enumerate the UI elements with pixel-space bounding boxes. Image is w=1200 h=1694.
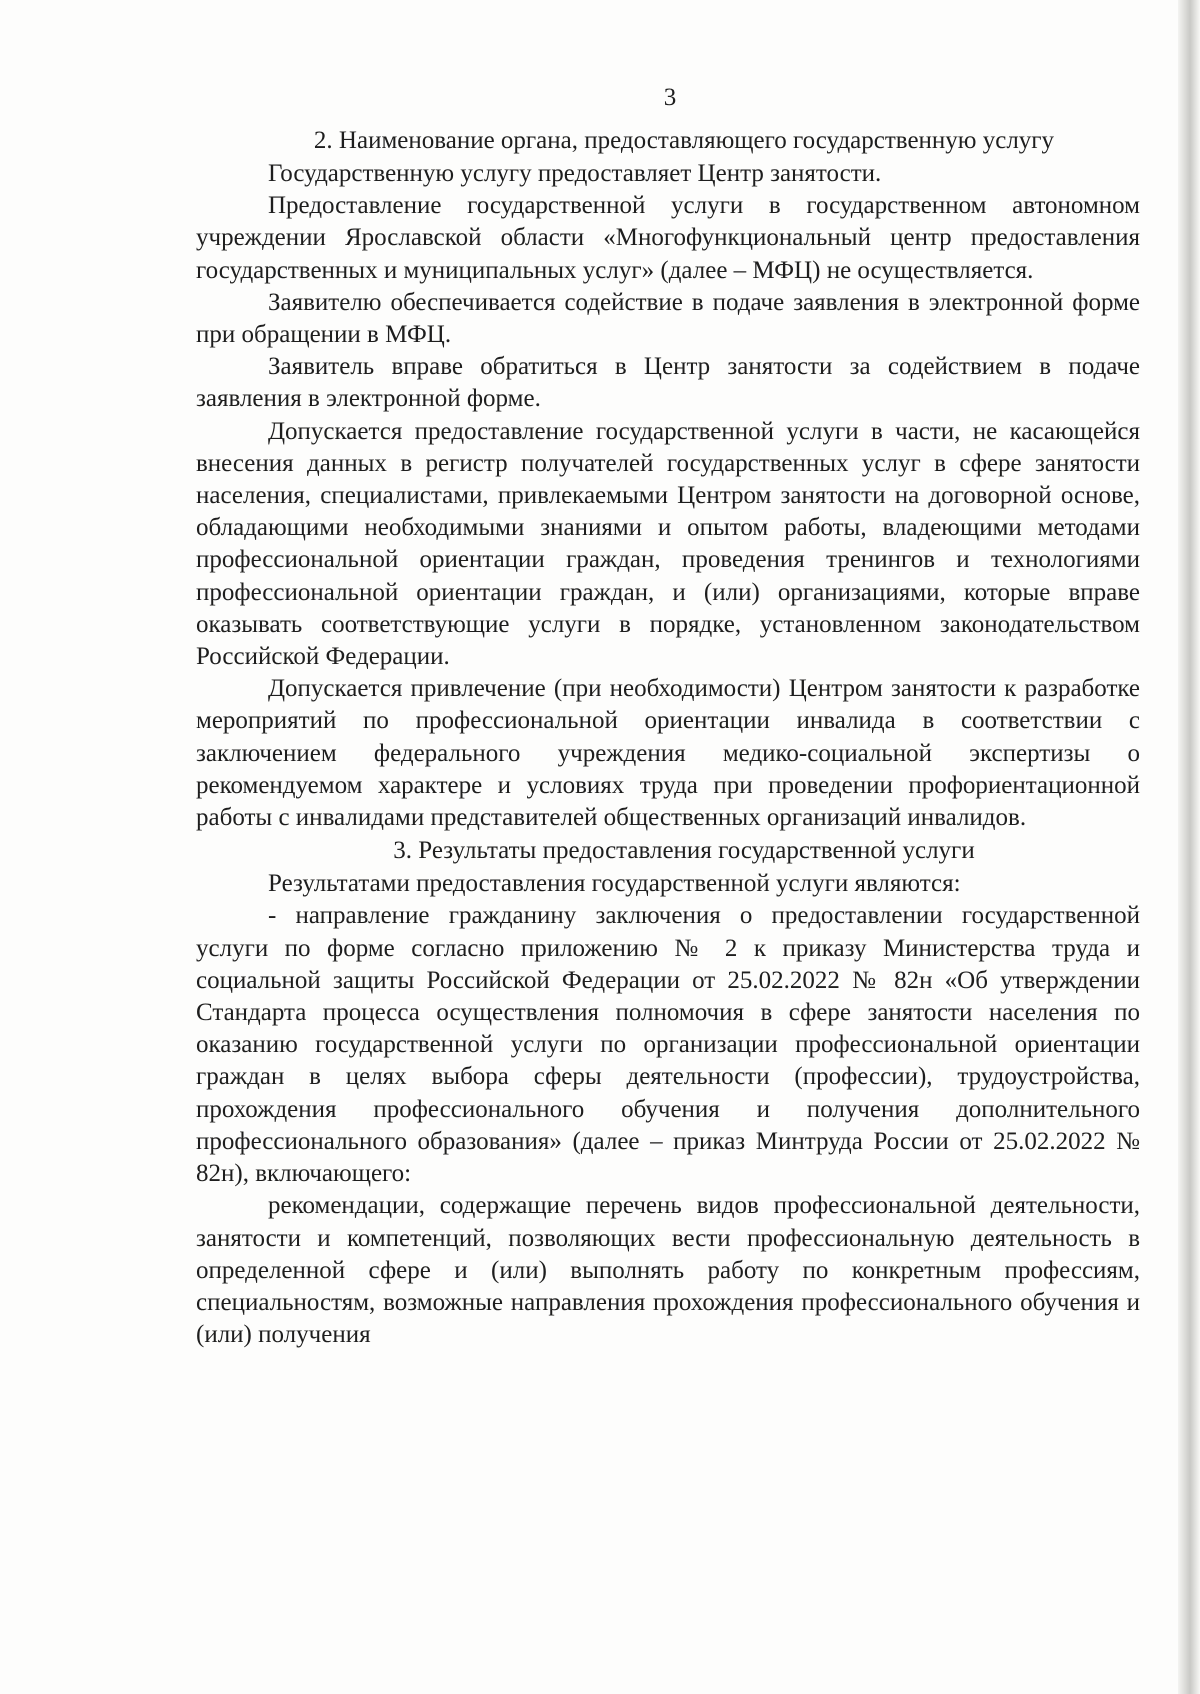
page-number: 3 (663, 84, 677, 111)
section-3-paragraph-1: Результатами предоставления государственной услуги являются: (268, 870, 961, 898)
section-2-paragraph-1: Государственную услугу предоставляет Центр занятости. (268, 160, 882, 187)
section-2-paragraph-2: Предоставление государственной услуги в государственном автономном учреждении Ярославской области «Многофункциональный центр предоставления государственных и муниципальных услуг» (далее – МФЦ) не осуществляется. (196, 192, 1140, 284)
section-2-title: 2. Наименование органа, предоставляющего государственную услугу (313, 127, 1055, 154)
scan-edge-shadow (1178, 0, 1200, 1694)
section-2-paragraph-4: Заявитель вправе обратиться в Центр занятости за содействием в подаче заявления в электронной форме. (196, 353, 1140, 413)
section-3-paragraph-3: рекомендации, содержащие перечень видов профессиональной деятельности, занятости и компетенций, позволяющих вести профессиональную деятельность в определенной сфере и (или) выполнять работу по конкретным профессиям, специальностям, возможные направления прохождения профессионального обучения и (или) получения (196, 1192, 1140, 1349)
section-3-title: 3. Результаты предоставления государственной услуги (393, 837, 975, 865)
section-2-paragraph-5: Допускается предоставление государственной услуги в части, не касающейся внесения данных в регистр получателей государственных услуг в сфере занятости населения, специалистами, привлекаемыми Центром занятости на договорной основе, обладающими необходимыми знаниями и опытом работы, владеющими методами профессиональной ориентации граждан, проведения тренингов и технологиями профессиональной ориентации граждан, и (или) организациями, которые вправе оказывать соответствующие услуги в порядке, установленном законодательством Российской Федерации. (196, 417, 1140, 671)
document-body (196, 124, 1140, 1351)
section-2-paragraph-3: Заявителю обеспечивается содействие в подаче заявления в электронной форме при обращении в МФЦ. (196, 288, 1140, 349)
section-2-paragraph-6: Допускается привлечение (при необходимости) Центром занятости к разработке мероприятий по профессиональной ориентации инвалида в соответствии с заключением федерального учреждения медико-социальной экспертизы о рекомендуемом характере и условиях труда при проведении профориентационной работы с инвалидами представителей общественных организаций инвалидов. (196, 675, 1140, 832)
section-3-paragraph-2: - направление гражданину заключения о предоставлении государственной услуги по форме согласно приложению № 2 к приказу Министерства труда и социальной защиты Российской Федерации от 25.02.2022 № 82н «Об утверждении Стандарта процесса осуществления полномочия в сфере занятости населения по оказанию государственной услуги по организации профессиональной ориентации граждан в целях выбора сферы деятельности (профессии), трудоустройства, прохождения профессионального обучения и получения дополнительного профессионального образования» (далее – приказ Минтруда России от 25.02.2022 № 82н), включающего: (196, 902, 1140, 1188)
